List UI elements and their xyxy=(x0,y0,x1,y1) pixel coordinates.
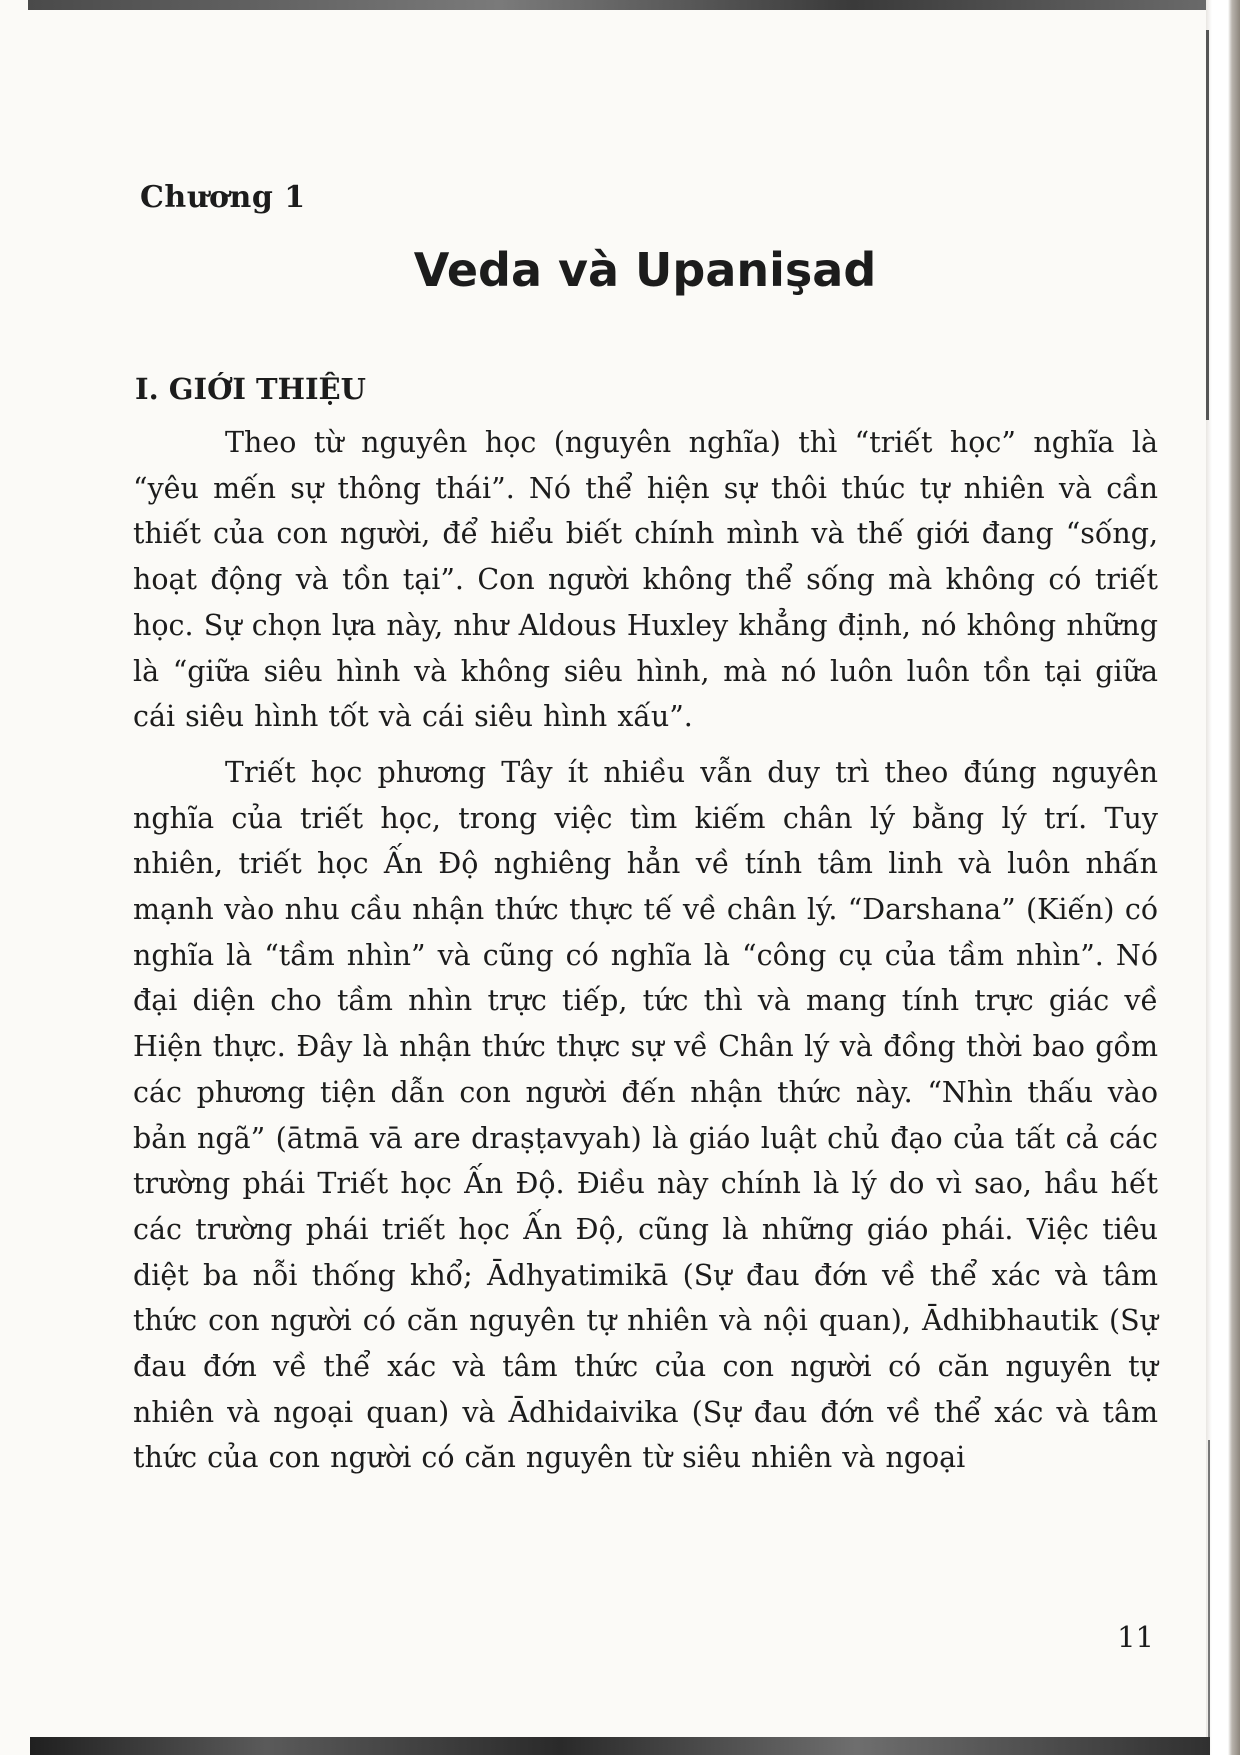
scan-edge-line xyxy=(1208,1440,1210,1740)
page-number: 11 xyxy=(1117,1620,1154,1654)
scan-edge-bottom xyxy=(30,1737,1210,1755)
section-heading: I. GIỚI THIỆU xyxy=(135,372,366,406)
chapter-label: Chương 1 xyxy=(140,180,306,215)
paragraph: Triết học phương Tây ít nhiều vẫn duy trì theo đúng nguyên nghĩa của triết học, trong việc tìm kiếm chân lý bằng lý trí. Tuy nhiên, triết học Ấn Độ nghiêng hẳn về tính tâm linh và luôn nhấn mạnh vào nhu cầu nhận thức thực tế về chân lý. “Darshana” (Kiến) có nghĩa là “tầm nhìn” và cũng có nghĩa là “công cụ của tầm nhìn”. Nó đại diện cho tầm nhìn trực tiếp, tức thì và mang tính trực giác về Hiện thực. Đây là nhận thức thực sự về Chân lý và đồng thời bao gồm các phương tiện dẫn con người đến nhận thức này. “Nhìn thấu vào bản ngã” (ātmā vā are draṣṭavyah) là giáo luật chủ đạo của tất cả các trường phái Triết học Ấn Độ. Điều này chính là lý do vì sao, hầu hết các trường phái triết học Ấn Độ, cũng là những giáo phái. Việc tiêu diệt ba nỗi thống khổ; Ādhyatimikā (Sự đau đớn về thể xác và tâm thức con người có căn nguyên tự nhiên và nội quan), Ādhibhautik (Sự đau đớn về thể xác và tâm thức của con người có căn nguyên tự nhiên và ngoại quan) và Ādhidaivika (Sự đau đớn về thể xác và tâm thức của con người có căn nguyên từ siêu nhiên và ngoại xyxy=(133,755,1158,1475)
scan-edge-line xyxy=(1206,30,1209,420)
paragraph: Theo từ nguyên học (nguyên nghĩa) thì “triết học” nghĩa là “yêu mến sự thông thái”. Nó thể hiện sự thôi thúc tự nhiên và cần thiết của con người, để hiểu biết chính mình và thế giới đang “sống, hoạt động và tồn tại”. Con người không thể sống mà không có triết học. Sự chọn lựa này, như Aldous Huxley khẳng định, nó không những là “giữa siêu hình và không siêu hình, mà nó luôn luôn tồn tại giữa cái siêu hình tốt và cái siêu hình xấu”. xyxy=(133,426,1158,734)
scan-edge-top xyxy=(28,0,1208,10)
body-text xyxy=(133,420,1158,1481)
chapter-title: Veda và Upanişad xyxy=(413,243,877,297)
